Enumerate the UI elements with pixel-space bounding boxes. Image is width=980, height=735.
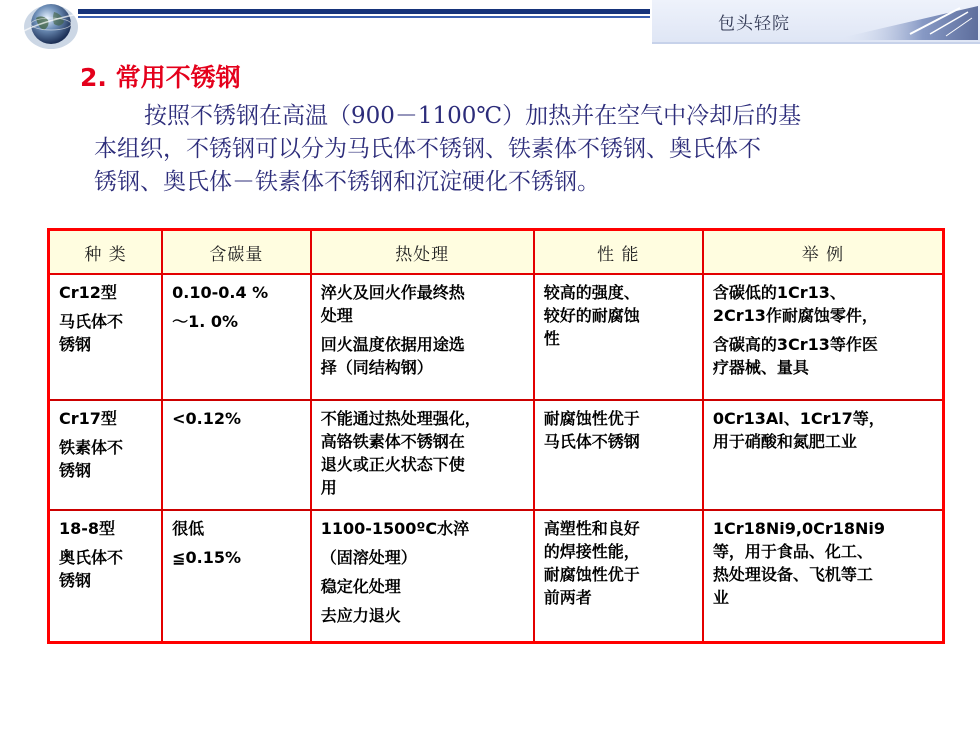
- cell-type: [49, 400, 163, 510]
- table-row: [49, 510, 944, 643]
- cell-line: 锈钢: [59, 335, 92, 354]
- paragraph-line-2: 本组织，不锈钢可以分为马氏体不锈钢、铁素体不锈钢、奥氏体不: [94, 136, 761, 162]
- cell-line: 去应力退火: [320, 606, 401, 625]
- cell-example: [703, 400, 944, 510]
- section-title: 2. 常用不锈钢: [80, 63, 241, 92]
- cell-line: 2Cr13作耐腐蚀零件，: [712, 306, 878, 325]
- cell-example: [703, 510, 944, 643]
- header-rule-thin: [78, 16, 650, 18]
- cell-line: 高铬铁素体不锈钢在: [320, 432, 465, 451]
- cell-line: 锈钢: [59, 571, 92, 590]
- cell-line: 业: [712, 588, 729, 607]
- cell-carbon: [162, 274, 311, 400]
- cell-line: 处理: [320, 306, 353, 325]
- cell-line: 用: [320, 478, 337, 497]
- cell-carbon: [162, 510, 311, 643]
- cell-performance: [534, 400, 703, 510]
- cell-line: 回火温度依据用途选: [320, 335, 465, 354]
- cell-line: 疗器械、量具: [712, 358, 809, 377]
- cell-line: <0.12%: [172, 409, 242, 428]
- cell-line: 不能通过热处理强化，: [320, 409, 481, 428]
- cell-heat-treatment: [311, 400, 534, 510]
- cell-line: 耐腐蚀性优于: [543, 409, 640, 428]
- cell-line: 高塑性和良好: [543, 519, 640, 538]
- cell-line: 较好的耐腐蚀: [543, 306, 640, 325]
- cell-line: 很低: [172, 519, 205, 538]
- cell-line: 前两者: [543, 588, 592, 607]
- cell-line: 奥氏体不: [59, 548, 124, 567]
- cell-line: 稳定化处理: [320, 577, 401, 596]
- cell-line: 热处理设备、飞机等工: [712, 565, 873, 584]
- header-performance: 性 能: [534, 230, 703, 275]
- header-carbon: 含碳量: [162, 230, 311, 275]
- table-header-row: [49, 230, 944, 275]
- cell-line: 的焊接性能，: [543, 542, 640, 561]
- cell-performance: [534, 274, 703, 400]
- paragraph-line-3: 锈钢、奥氏体－铁素体不锈钢和沉淀硬化不锈钢。: [94, 169, 600, 195]
- cell-line: 1100-1500ºC水淬: [320, 519, 470, 538]
- cell-line: 马氏体不: [59, 312, 124, 331]
- cell-line: 退火或正火状态下使: [320, 455, 465, 474]
- cell-line: 用于硝酸和氮肥工业: [712, 432, 857, 451]
- cell-line: 马氏体不锈钢: [543, 432, 640, 451]
- header-heat-treatment: 热处理: [311, 230, 534, 275]
- table-row: [49, 274, 944, 400]
- paragraph-line-1: 按照不锈钢在高温（900－1100℃）加热并在空气中冷却后的基: [144, 103, 802, 129]
- globe-icon: [20, 0, 80, 52]
- pen-decoration-icon: [840, 4, 978, 40]
- cell-line: （固溶处理）: [320, 548, 417, 567]
- cell-line: 择（同结构钢）: [320, 358, 433, 377]
- cell-line: 较高的强度、: [543, 283, 640, 302]
- header-example: 举 例: [703, 230, 944, 275]
- cell-line: 1Cr18Ni9,0Cr18Ni9: [712, 519, 885, 538]
- cell-line: 性: [543, 329, 560, 348]
- cell-type: [49, 510, 163, 643]
- school-tag: 包头轻院: [718, 14, 790, 34]
- cell-line: Cr17型: [59, 409, 117, 428]
- cell-line: 含碳低的1Cr13、: [712, 283, 846, 302]
- table-row: [49, 400, 944, 510]
- cell-carbon: [162, 400, 311, 510]
- header-rule: [78, 9, 650, 14]
- cell-line: 等，用于食品、化工、: [712, 542, 873, 561]
- stainless-steel-table: [47, 228, 945, 644]
- cell-line: ～1. 0%: [172, 312, 239, 331]
- cell-line: ≦0.15%: [172, 548, 242, 567]
- cell-line: 铁素体不: [59, 438, 124, 457]
- cell-heat-treatment: [311, 510, 534, 643]
- cell-line: 锈钢: [59, 461, 92, 480]
- cell-line: 含碳高的3Cr13等作医: [712, 335, 878, 354]
- cell-line: Cr12型: [59, 283, 117, 302]
- cell-performance: [534, 510, 703, 643]
- cell-line: 淬火及回火作最终热: [320, 283, 465, 302]
- cell-type: [49, 274, 163, 400]
- cell-example: [703, 274, 944, 400]
- cell-line: 0.10-0.4 %: [172, 283, 269, 302]
- cell-line: 耐腐蚀性优于: [543, 565, 640, 584]
- cell-heat-treatment: [311, 274, 534, 400]
- cell-line: 18-8型: [59, 519, 116, 538]
- intro-paragraph: [94, 100, 914, 199]
- cell-line: 0Cr13Al、1Cr17等，: [712, 409, 885, 428]
- header-type: 种 类: [49, 230, 163, 275]
